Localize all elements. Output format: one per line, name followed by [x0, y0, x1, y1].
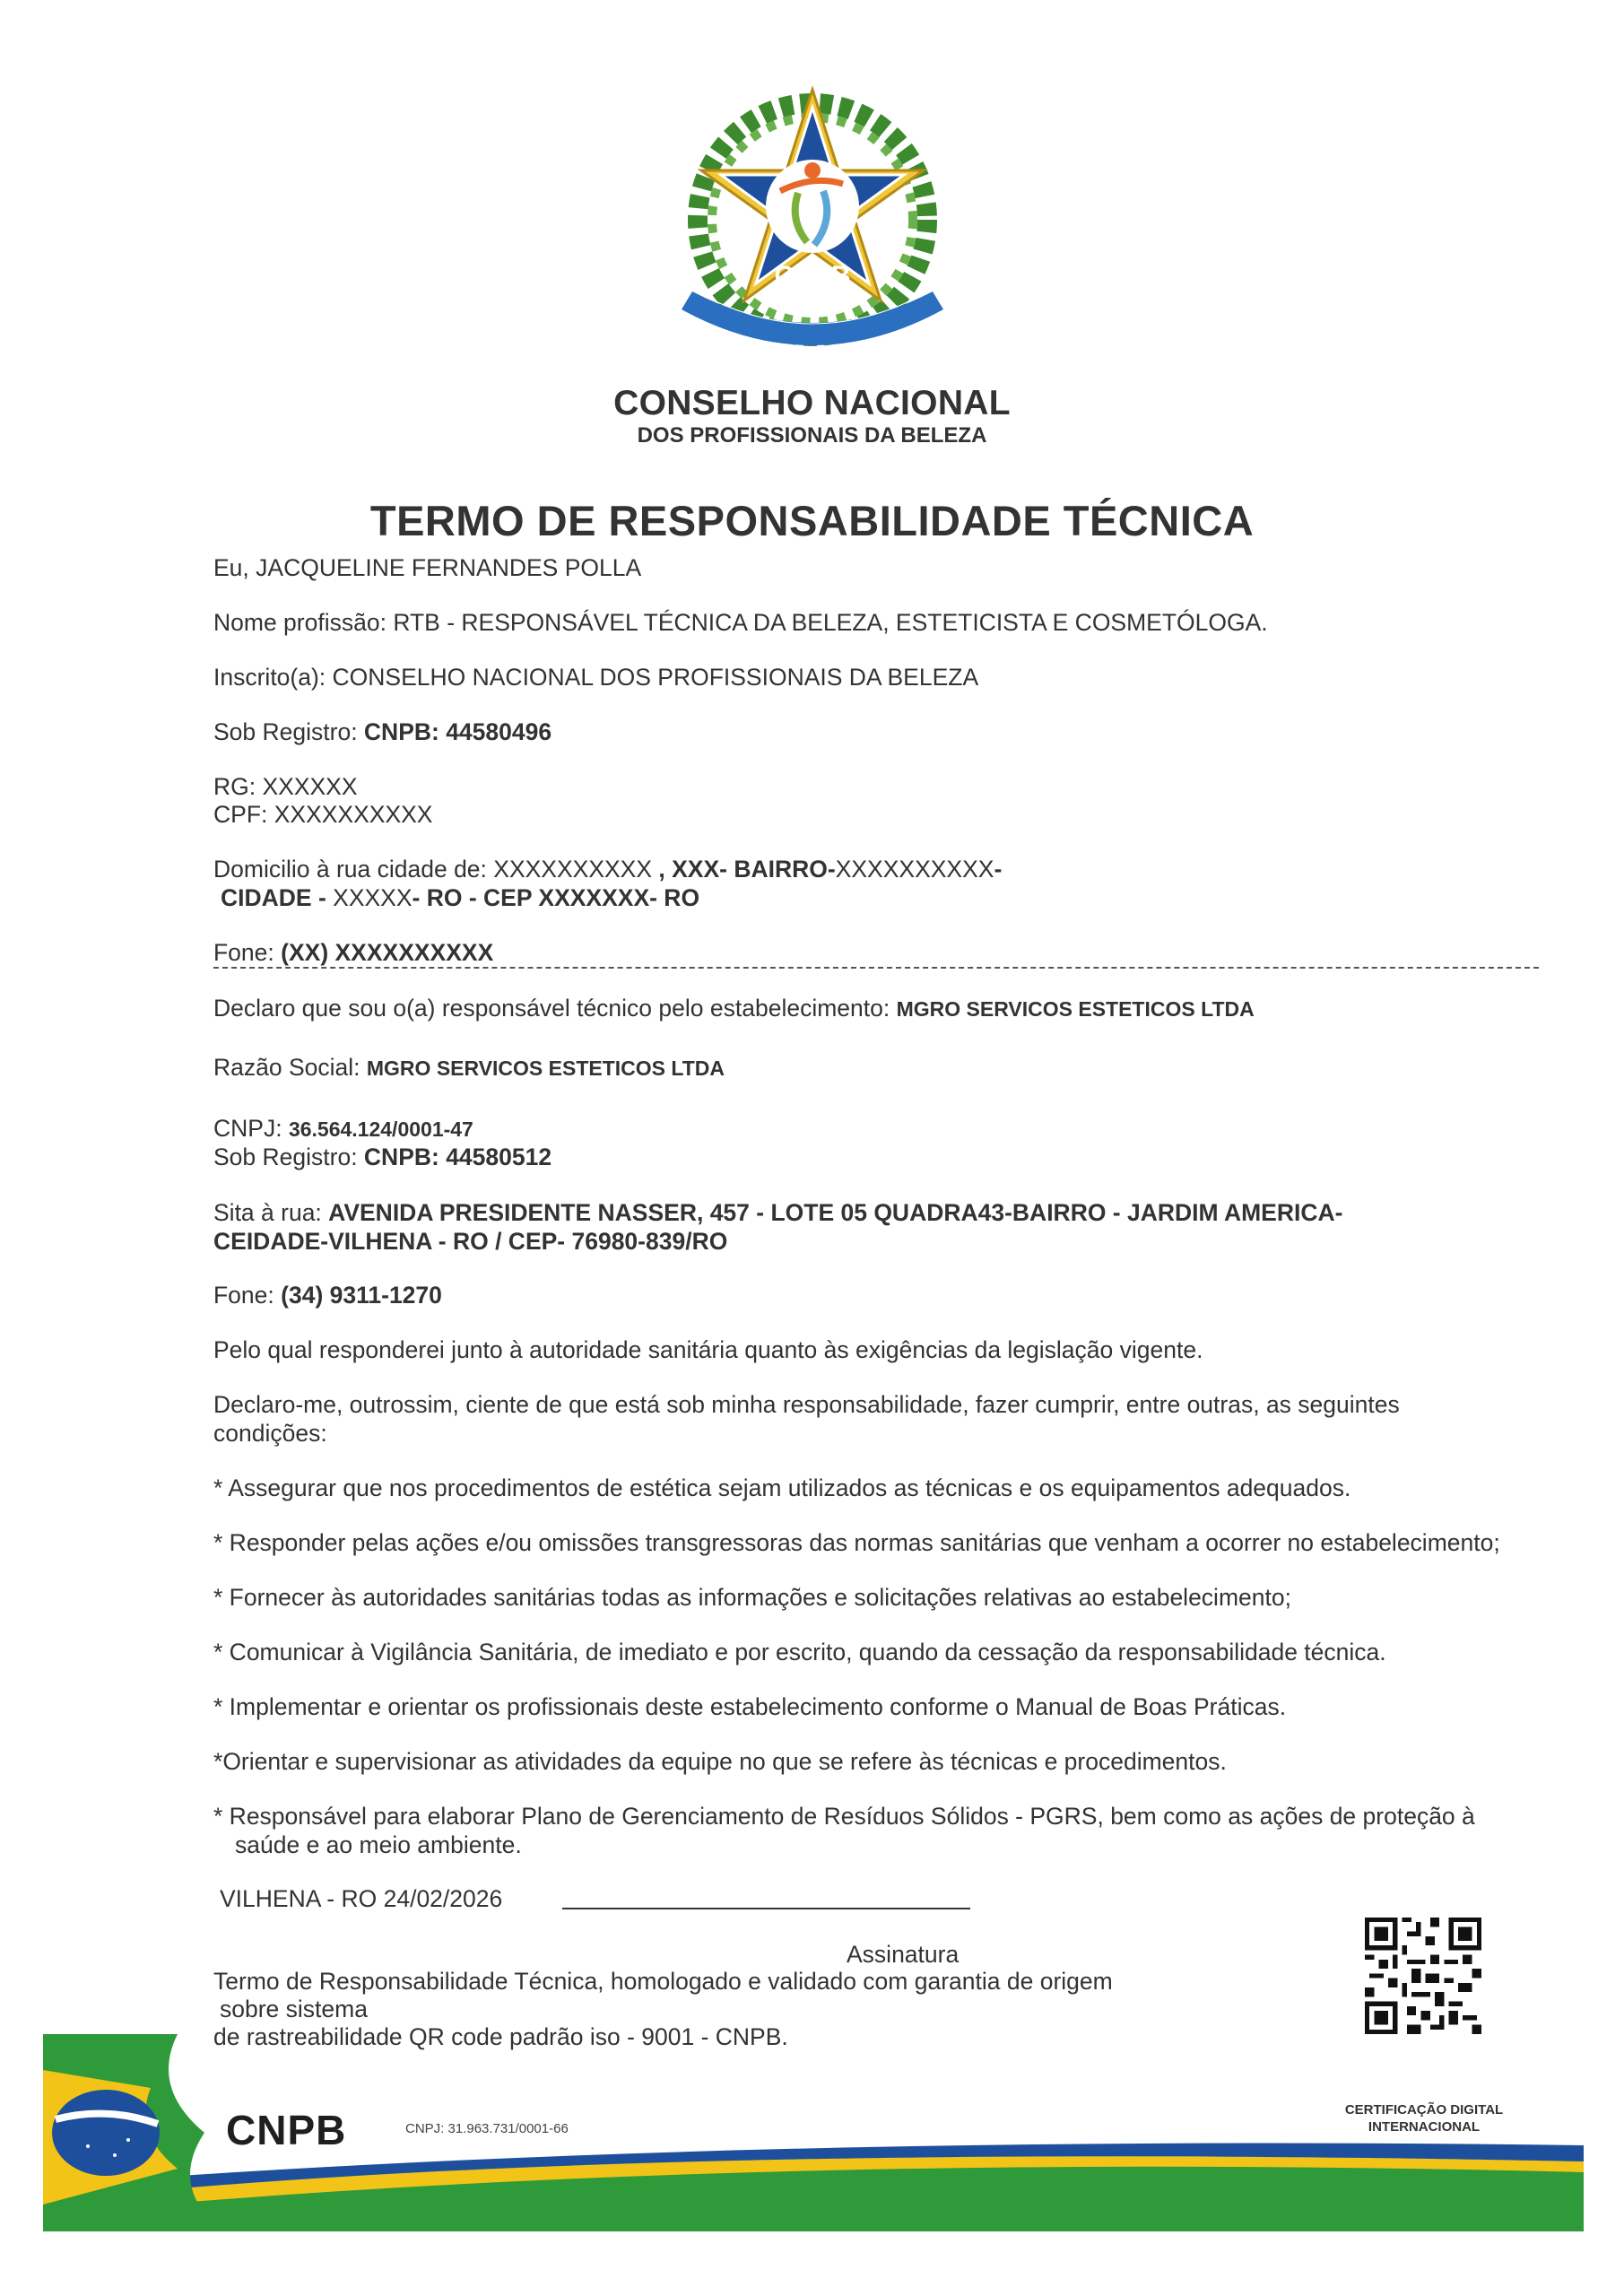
- condition-item: * Comunicar à Vigilância Sanitária, de imediato e por escrito, quando da cessação da responsabilidade técnica.: [213, 1639, 1386, 1665]
- domicilio-part4: -: [994, 856, 1003, 883]
- cnpj-label: CNPJ:: [213, 1115, 289, 1142]
- condition-item: * Implementar e orientar os profissionais deste estabelecimento conforme o Manual de Boas Práticas.: [213, 1693, 1287, 1720]
- declaro-value: MGRO SERVICOS ESTETICOS LTDA: [896, 997, 1255, 1021]
- signature-label: Assinatura: [847, 1941, 960, 1968]
- cnpb-emblem: [664, 85, 961, 381]
- condition-item-continuation: saúde e ao meio ambiente.: [235, 1831, 522, 1858]
- org-subtitle: DOS PROFISSIONAIS DA BELEZA: [637, 423, 987, 448]
- fone-line: [213, 938, 493, 967]
- condition-item: * Fornecer às autoridades sanitárias todas as informações e solicitações relativas ao estabelecimento;: [213, 1584, 1291, 1611]
- footer-cnpj: CNPJ: 31.963.731/0001-66: [405, 2121, 569, 2136]
- estab-registro-value: CNPB: 44580512: [363, 1144, 552, 1170]
- fone-value: (XX) XXXXXXXXXX: [281, 939, 494, 966]
- domicilio-part2: - BAIRRO-: [719, 856, 836, 883]
- razao-value: MGRO SERVICOS ESTETICOS LTDA: [366, 1057, 725, 1080]
- qr-code-icon: [1365, 1918, 1481, 2034]
- paragraph-2-line-2: condições:: [213, 1420, 327, 1447]
- condition-item: * Responsável para elaborar Plano de Gerenciamento de Resíduos Sólidos - PGRS, bem como as ações de proteção à: [213, 1803, 1475, 1830]
- declaro-label: Declaro que sou o(a) responsável técnico pelo estabelecimento:: [213, 995, 897, 1022]
- estab-registro-line: [213, 1143, 551, 1171]
- condition-item: * Responder pelas ações e/ou omissões transgressoras das normas sanitárias que venham a ocorrer no estabelecimento;: [213, 1529, 1500, 1556]
- cert-line-2: INTERNACIONAL: [1368, 2119, 1481, 2135]
- registro-value: CNPB: 44580496: [363, 718, 552, 745]
- document-title: TERMO DE RESPONSABILIDADE TÉCNICA: [369, 497, 1255, 544]
- registro-line: [213, 718, 551, 746]
- sita-value-1: AVENIDA PRESIDENTE NASSER, 457 - LOTE 05 QUADRA43-BAIRRO - JARDIM AMERICA-: [328, 1199, 1343, 1226]
- domicilio-part1: , XXX: [658, 856, 720, 883]
- footer-logo: CNPB: [226, 2107, 347, 2153]
- brazil-flag-icon: [43, 2034, 222, 2231]
- razao-line: [213, 1053, 725, 1083]
- org-name: CONSELHO NACIONAL: [613, 384, 1011, 422]
- inscrito-label: Inscrito(a):: [213, 664, 333, 691]
- domicilio-city-label: CIDADE -: [221, 884, 334, 911]
- profession-line: [213, 608, 1268, 637]
- place-date: VILHENA - RO 24/02/2026: [220, 1885, 503, 1912]
- emblem-label: CNPB: [774, 261, 851, 291]
- sita-value-2: CEIDADE-VILHENA - RO / CEP- 76980-839/RO: [213, 1228, 728, 1255]
- declaro-line: [213, 994, 1255, 1023]
- razao-label: Razão Social:: [213, 1054, 367, 1081]
- sita-line: [213, 1198, 1342, 1227]
- domicilio-line: [213, 855, 1002, 883]
- estab-registro-label: Sob Registro:: [213, 1144, 364, 1170]
- domicilio-part3: XXXXXXXXXX: [835, 856, 994, 883]
- condition-item: *Orientar e supervisionar as atividades da equipe no que se refere às técnicas e procedimentos.: [213, 1748, 1227, 1775]
- domicilio-cep: - RO - CEP XXXXXXX- RO: [412, 884, 700, 911]
- fone-label: Fone:: [213, 939, 282, 966]
- homologation-line-3: de rastreabilidade QR code padrão iso - 9001 - CNPB.: [213, 2023, 788, 2050]
- sita-label: Sita à rua:: [213, 1199, 329, 1226]
- cnpj-line: [213, 1114, 473, 1144]
- estab-fone-value: (34) 9311-1270: [281, 1282, 442, 1309]
- estab-fone-label: Fone:: [213, 1282, 282, 1309]
- domicilio-city-value: XXXXX: [333, 884, 413, 911]
- cert-line-1: CERTIFICAÇÃO DIGITAL: [1344, 2102, 1504, 2118]
- domicilio-line-2: [221, 883, 699, 912]
- paragraph-1: Pelo qual responderei junto à autoridade sanitária quanto às exigências da legislação vigente.: [213, 1336, 1203, 1363]
- condition-item: * Assegurar que nos procedimentos de estética sejam utilizados as técnicas e os equipamentos adequados.: [213, 1474, 1351, 1501]
- intro-line: Eu, JACQUELINE FERNANDES POLLA: [213, 554, 642, 581]
- section-divider: [213, 967, 1539, 969]
- homologation-line-2: sobre sistema: [220, 1996, 368, 2022]
- registro-label: Sob Registro:: [213, 718, 364, 745]
- profession-label: Nome profissão:: [213, 609, 394, 636]
- cpf-line: CPF: XXXXXXXXXX: [213, 801, 433, 828]
- estab-fone-line: [213, 1281, 442, 1309]
- flag-color-band: [179, 2126, 1584, 2231]
- homologation-line-1: Termo de Responsabilidade Técnica, homologado e validado com garantia de origem: [213, 1968, 1113, 1995]
- signature-line: [562, 1908, 970, 1909]
- paragraph-2-line-1: Declaro-me, outrossim, ciente de que está sob minha responsabilidade, fazer cumprir, entre outras, as seguintes: [213, 1391, 1400, 1418]
- domicilio-label: Domicilio à rua cidade de: XXXXXXXXXX: [213, 856, 659, 883]
- profession-value: RTB - RESPONSÁVEL TÉCNICA DA BELEZA, ESTETICISTA E COSMETÓLOGA.: [393, 609, 1268, 636]
- cnpj-value: 36.564.124/0001-47: [288, 1118, 473, 1141]
- rg-line: RG: XXXXXX: [213, 773, 358, 800]
- inscrito-line: [213, 663, 978, 691]
- inscrito-value: CONSELHO NACIONAL DOS PROFISSIONAIS DA BELEZA: [332, 664, 979, 691]
